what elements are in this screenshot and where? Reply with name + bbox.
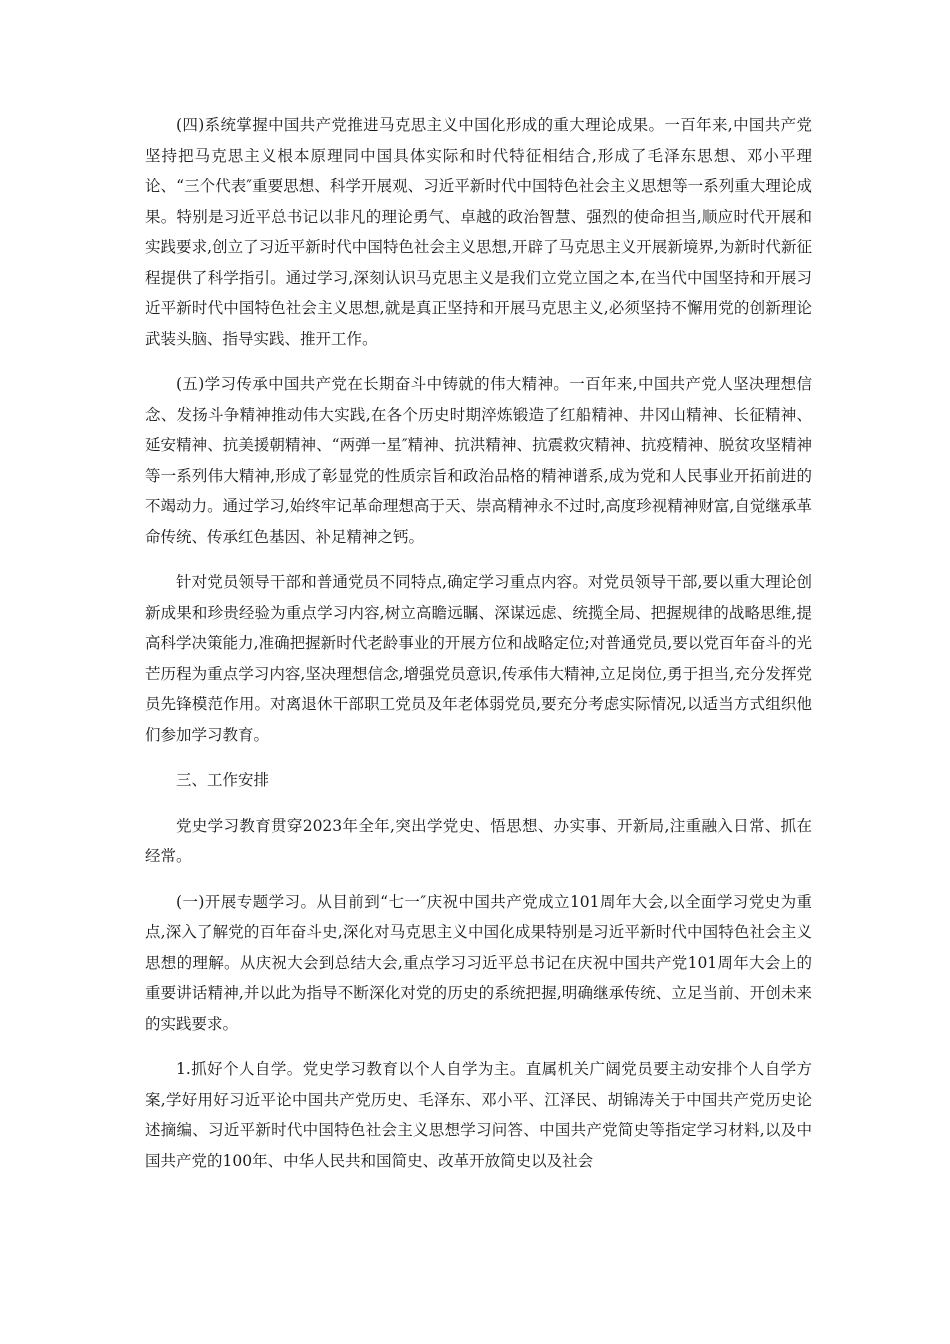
paragraph-self-study: 1.抓好个人自学。党史学习教育以个人自学为主。直属机关广阔党员要主动安排个人自学方案,学好用好习近平论中国共产党历史、毛泽东、邓小平、江泽民、胡锦涛关于中国共产党历史论述摘编、习近平新时代中国特色社会主义思想学习问答、中国共产党简史等指定学习材料,以及中国共产党的100年、中华人民共和国简史、改革开放简史以及社会	[145, 1060, 812, 1170]
paragraph-study-focus: 针对党员领导干部和普通党员不同特点,确定学习重点内容。对党员领导干部,要以重大理论创新成果和珍贵经验为重点学习内容,树立高瞻远瞩、深谋远虑、统揽全局、把握规律的战略思维,提高科学决策能力,准确把握新时代老龄事业的开展方位和战略定位;对普通党员,要以党百年奋斗的光芒历程为重点学习内容,坚决理想信念,增强党员意识,传承伟大精神,立足岗位,勇于担当,充分发挥党员先锋模范作用。对离退休干部职工党员及年老体弱党员,要充分考虑实际情况,以适当方式组织他们参加学习教育。	[145, 573, 812, 744]
paragraph-special-study: (一)开展专题学习。从目前到“七一″庆祝中国共产党成立101周年大会,以全面学习党史为重点,深入了解党的百年奋斗史,深化对马克思主义中国化成果特别是习近平新时代中国特色社会主义思想的理解。从庆祝大会到总结大会,重点学习习近平总书记在庆祝中国共产党101周年大会上的重要讲话精神,并以此为指导不断深化对党的历史的系统把握,明确继承传统、立足当前、开创未来的实践要求。	[145, 892, 812, 1033]
paragraph-year-overview: 党史学习教育贯穿2023年全年,突出学党史、悟思想、办实事、开新局,注重融入日常、抓在经常。	[145, 816, 812, 865]
document-body	[145, 110, 812, 1191]
paragraph-great-spirit: (五)学习传承中国共产党在长期奋斗中铸就的伟大精神。一百年来,中国共产党人坚决理想信念、发扬斗争精神推动伟大实践,在各个历史时期淬炼锻造了红船精神、井冈山精神、长征精神、延安精神、抗美援朝精神、“两弹一星″精神、抗洪精神、抗震救灾精神、抗疫精神、脱贫攻坚精神等一系列伟大精神,形成了彰显党的性质宗旨和政治品格的精神谱系,成为党和人民事业开拓前进的不竭动力。通过学习,始终牢记革命理想高于天、崇高精神永不过时,高度珍视精神财富,自觉继承革命传统、传承红色基因、补足精神之钙。	[145, 375, 812, 546]
section-heading-work-arrangement: 三、工作安排	[176, 771, 270, 789]
paragraph-theory-achievements: (四)系统掌握中国共产党推进马克思主义中国化形成的重大理论成果。一百年来,中国共产党坚持把马克思主义根本原理同中国具体实际和时代特征相结合,形成了毛泽东思想、邓小平理论、“三个代表″重要思想、科学开展观、习近平新时代中国特色社会主义思想等一系列重大理论成果。特别是习近平总书记以非凡的理论勇气、卓越的政治智慧、强烈的使命担当,顺应时代开展和实践要求,创立了习近平新时代中国特色社会主义思想,开辟了马克思主义开展新境界,为新时代新征程提供了科学指引。通过学习,深刻认识马克思主义是我们立党立国之本,在当代中国坚持和开展习近平新时代中国特色社会主义思想,就是真正坚持和开展马克思主义,必须坚持不懈用党的创新理论武装头脑、指导实践、推开工作。	[145, 116, 812, 348]
